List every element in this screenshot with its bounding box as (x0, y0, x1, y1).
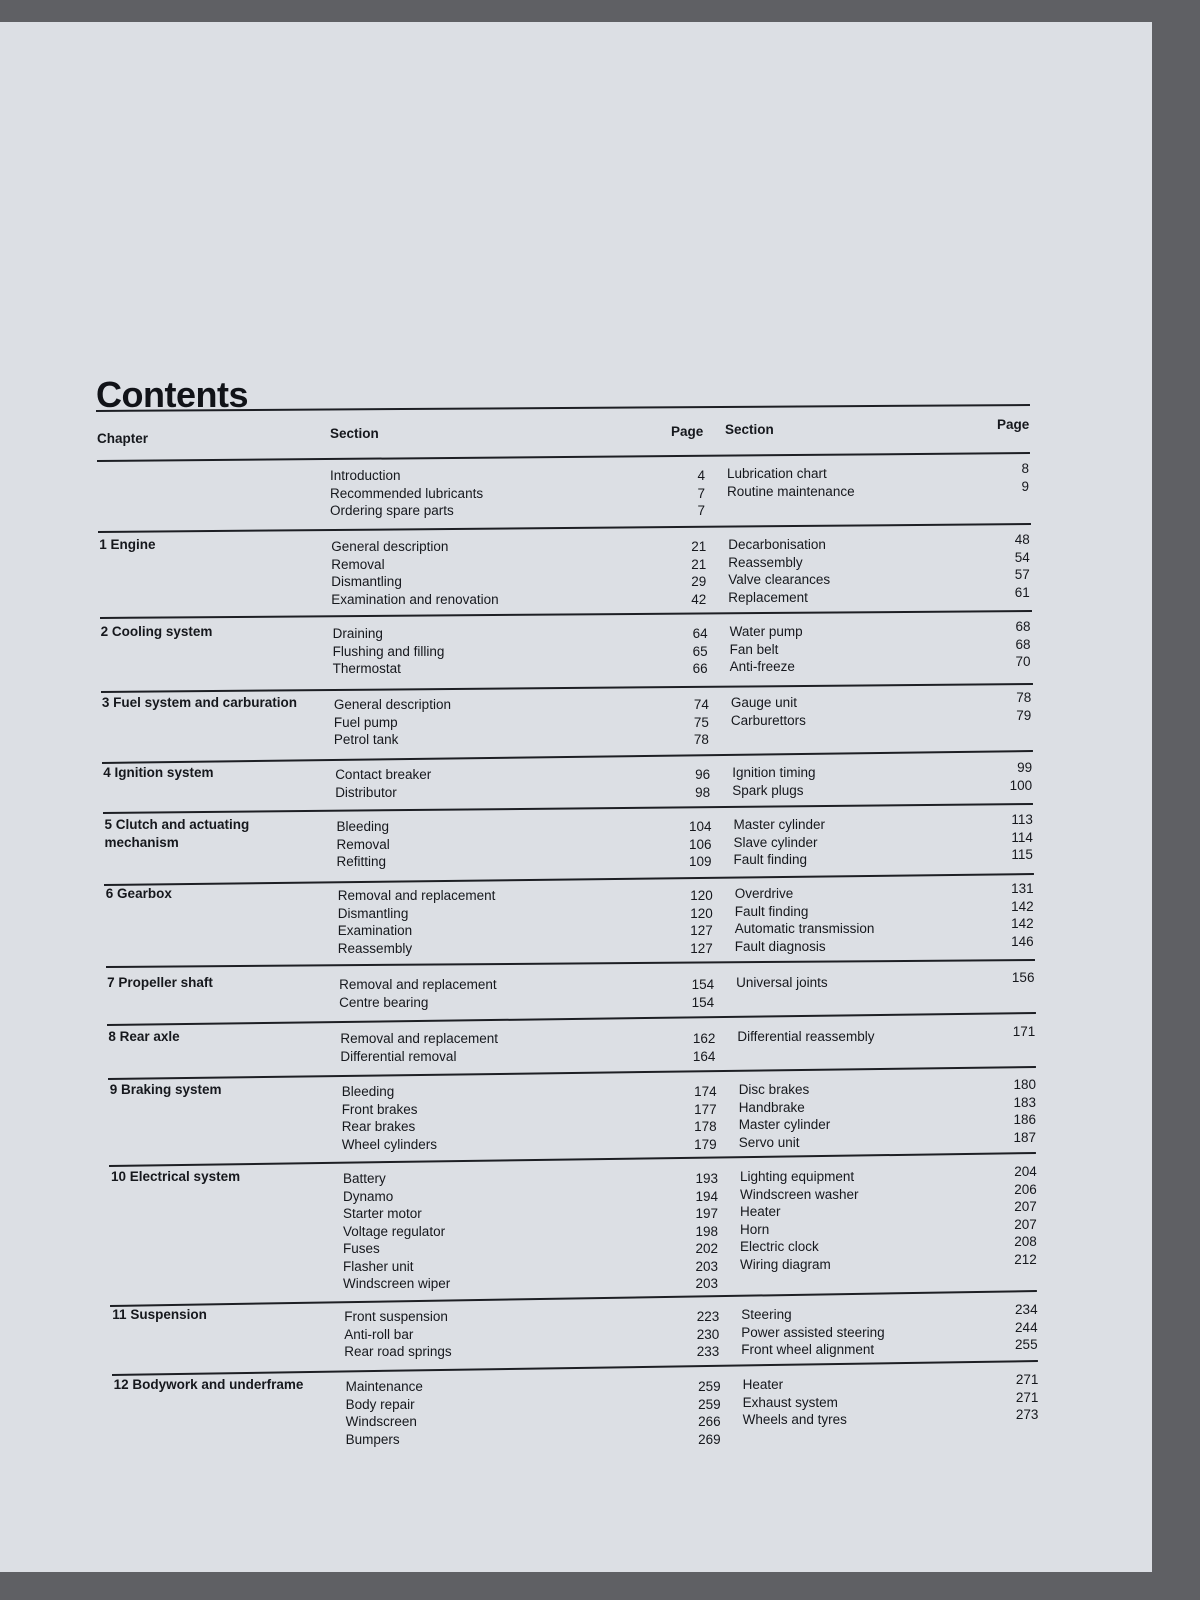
page-number: 183 (1013, 1094, 1037, 1110)
section-entry: Windscreen (345, 1414, 417, 1429)
section-entry: Removal (336, 836, 390, 852)
section-entry: Master cylinder (733, 817, 826, 832)
page-number: 61 (1014, 584, 1030, 600)
header-chapter: Chapter (97, 431, 149, 446)
section-entry: Heater (742, 1377, 784, 1392)
page-number: 204 (1014, 1164, 1037, 1179)
section-entry: Handbrake (738, 1099, 805, 1115)
section-entry: Bleeding (341, 1084, 395, 1099)
page-number: 186 (1013, 1112, 1037, 1127)
page-number: 131 (1011, 881, 1034, 896)
page-number: 115 (1011, 847, 1033, 862)
section-entry: Rear road springs (344, 1344, 452, 1359)
header-section-left: Section (330, 426, 379, 441)
section-entry: Routine maintenance (727, 483, 855, 499)
section-entry: Wheel cylinders (341, 1136, 437, 1152)
page-number: 230 (696, 1326, 720, 1342)
page-number: 42 (691, 591, 707, 607)
page-number: 79 (1016, 707, 1032, 723)
page-number: 202 (695, 1241, 718, 1256)
page-number: 9 (1021, 478, 1029, 494)
page-number: 259 (698, 1396, 721, 1412)
page-number: 207 (1014, 1216, 1037, 1232)
page-number: 74 (693, 697, 709, 712)
section-entry: Fault finding (733, 852, 808, 867)
section-entry: Flasher unit (343, 1258, 414, 1274)
chapter-title: 8 Rear axle (108, 1029, 180, 1044)
page-number: 78 (693, 732, 709, 747)
section-entry: Lubrication chart (727, 466, 827, 481)
page-number: 208 (1014, 1234, 1037, 1249)
header-page-left: Page (671, 424, 704, 439)
page-number: 212 (1014, 1251, 1037, 1267)
section-entry: Maintenance (345, 1379, 423, 1394)
page-number: 255 (1015, 1337, 1038, 1352)
section-entry: General description (331, 539, 449, 554)
section-entry: Differential removal (340, 1048, 457, 1064)
section-entry: Wiring diagram (740, 1256, 831, 1272)
chapter-title: 12 Bodywork and underframe (113, 1377, 304, 1392)
page-number: 75 (693, 714, 709, 730)
section-entry: Removal and replacement (340, 1031, 498, 1046)
page-number: 193 (695, 1171, 718, 1186)
section-entry: Exhaust system (742, 1394, 838, 1410)
section-entry: Spark plugs (732, 782, 804, 798)
page-number: 154 (691, 994, 715, 1010)
section-entry: Recommended lubricants (330, 485, 484, 501)
section-entry: Front wheel alignment (741, 1342, 875, 1357)
page-number: 98 (695, 784, 711, 800)
section-entry: Carburettors (730, 712, 806, 728)
section-entry: Fault diagnosis (734, 938, 826, 954)
page-number: 29 (691, 574, 707, 589)
book-page (0, 22, 1152, 1572)
section-entry: Decarbonisation (728, 537, 826, 552)
chapter-title: 3 Fuel system and carburation (101, 695, 297, 710)
chapter-title: 7 Propeller shaft (107, 975, 213, 990)
page-number: 187 (1013, 1129, 1037, 1145)
section-entry: General description (333, 697, 451, 712)
section-entry: Front brakes (341, 1101, 418, 1117)
page-number: 109 (688, 854, 712, 869)
page-number: 65 (692, 643, 708, 659)
page-number: 66 (692, 661, 708, 676)
chapter-title: 9 Braking system (109, 1082, 222, 1097)
page-number: 48 (1014, 532, 1030, 547)
page-number: 259 (698, 1379, 721, 1394)
page-number: 127 (690, 940, 713, 956)
page-number: 197 (695, 1206, 718, 1221)
section-entry: Examination and renovation (331, 591, 499, 607)
page-number: 178 (694, 1119, 717, 1134)
page-number: 100 (1009, 777, 1033, 793)
page-number: 244 (1015, 1319, 1038, 1335)
page-number: 127 (690, 923, 713, 938)
section-entry: Front suspension (344, 1309, 448, 1324)
page-number: 96 (695, 767, 711, 782)
page-number: 113 (1011, 812, 1033, 827)
section-entry: Petrol tank (333, 732, 399, 747)
page-number: 203 (695, 1258, 718, 1274)
page-number: 142 (1011, 898, 1034, 914)
section-entry: Draining (332, 626, 383, 641)
page-number: 223 (696, 1309, 720, 1324)
page-number: 233 (696, 1344, 720, 1359)
section-entry: Dismantling (337, 905, 409, 921)
section-entry: Voltage regulator (343, 1223, 446, 1239)
section-entry: Introduction (330, 468, 401, 483)
page-number: 54 (1014, 549, 1030, 565)
page-number: 269 (698, 1431, 721, 1447)
section-entry: Lighting equipment (740, 1169, 855, 1184)
page-number: 273 (1015, 1407, 1039, 1422)
page-number: 4 (697, 468, 705, 483)
section-entry: Rear brakes (341, 1119, 416, 1134)
page-number: 142 (1011, 916, 1034, 931)
page-number: 68 (1015, 636, 1031, 652)
page-number: 21 (691, 556, 707, 572)
page-number: 114 (1011, 829, 1033, 845)
section-entry: Bumpers (345, 1431, 400, 1447)
page-number: 206 (1014, 1181, 1037, 1197)
section-entry: Disc brakes (738, 1082, 810, 1097)
section-entry: Battery (343, 1171, 386, 1186)
page-title: Contents (96, 374, 248, 415)
page-number: 203 (695, 1276, 718, 1291)
section-entry: Ordering spare parts (330, 503, 454, 518)
page-number: 64 (692, 626, 708, 641)
page-number: 266 (698, 1414, 721, 1429)
section-entry: Universal joints (736, 975, 828, 990)
chapter-title: 2 Cooling system (100, 624, 213, 639)
page-number: 174 (694, 1084, 717, 1099)
chapter-title: 1 Engine (99, 537, 156, 552)
page-number: 78 (1016, 690, 1032, 705)
section-entry: Fuses (343, 1241, 380, 1256)
section-entry: Distributor (335, 784, 397, 800)
page-number: 271 (1015, 1372, 1039, 1387)
section-entry: Slave cylinder (733, 834, 818, 850)
section-entry: Examination (337, 923, 413, 938)
chapter-title: 10 Electrical system (111, 1169, 241, 1184)
page-number: 207 (1014, 1199, 1037, 1214)
section-entry: Heater (740, 1204, 781, 1219)
page-number: 99 (1017, 760, 1033, 775)
page-number: 104 (688, 819, 712, 834)
section-entry: Dismantling (331, 574, 402, 589)
section-entry: Windscreen washer (740, 1186, 859, 1202)
section-entry: Fuel pump (333, 714, 398, 730)
page-number: 271 (1015, 1389, 1039, 1405)
section-entry: Removal (331, 556, 385, 572)
section-entry: Starter motor (343, 1206, 422, 1221)
page-number: 7 (697, 503, 705, 518)
page-number: 68 (1015, 619, 1031, 634)
section-entry: Steering (741, 1307, 792, 1322)
section-entry: Centre bearing (339, 994, 429, 1010)
section-entry: Anti-freeze (729, 659, 795, 674)
section-entry: Gauge unit (730, 695, 797, 710)
section-entry: Overdrive (734, 886, 794, 901)
section-entry: Reassembly (728, 554, 803, 570)
section-entry: Ignition timing (732, 765, 816, 780)
section-entry: Power assisted steering (741, 1324, 885, 1340)
chapter-title: 11 Suspension (112, 1307, 207, 1322)
page-number: 198 (695, 1223, 718, 1239)
section-entry: Valve clearances (728, 572, 831, 587)
chapter-title: 6 Gearbox (105, 886, 172, 901)
chapter-title: 4 Ignition system (103, 765, 214, 780)
page-number: 106 (688, 836, 712, 852)
chapter-title: 5 Clutch and actuating mechanism (104, 817, 250, 850)
page-number: 7 (697, 485, 705, 501)
page-number: 162 (692, 1031, 716, 1046)
section-entry: Fan belt (729, 641, 779, 657)
section-entry: Wheels and tyres (742, 1412, 847, 1427)
section-entry: Electric clock (740, 1239, 819, 1254)
section-entry: Removal and replacement (337, 888, 496, 903)
section-entry: Replacement (728, 589, 808, 605)
header-page-right: Page (997, 417, 1030, 432)
section-entry: Removal and replacement (339, 977, 497, 992)
section-entry: Horn (740, 1221, 770, 1237)
page-number: 146 (1011, 933, 1034, 949)
section-entry: Water pump (729, 624, 803, 639)
section-entry: Fault finding (734, 903, 809, 919)
header-section-right: Section (725, 422, 774, 437)
section-entry: Differential reassembly (737, 1029, 875, 1044)
page-number: 154 (691, 977, 715, 992)
section-entry: Anti-roll bar (344, 1326, 414, 1342)
section-entry: Windscreen wiper (343, 1276, 451, 1291)
page-number: 177 (694, 1101, 717, 1117)
section-entry: Refitting (336, 854, 387, 869)
section-entry: Bleeding (336, 819, 390, 834)
page-number: 120 (690, 888, 713, 903)
section-entry: Thermostat (332, 661, 401, 676)
section-entry: Contact breaker (335, 767, 432, 782)
page-number: 120 (690, 905, 713, 921)
section-entry: Automatic transmission (734, 921, 875, 936)
section-entry: Body repair (345, 1396, 415, 1412)
page-number: 194 (695, 1188, 718, 1204)
page-number: 21 (691, 539, 707, 554)
page-number: 57 (1014, 567, 1030, 582)
section-entry: Dynamo (343, 1188, 394, 1204)
page-number: 164 (692, 1048, 716, 1064)
page-number: 70 (1015, 654, 1031, 669)
page-number: 8 (1021, 461, 1029, 476)
page-number: 179 (694, 1136, 717, 1152)
section-entry: Reassembly (337, 940, 413, 956)
page-number: 234 (1015, 1302, 1038, 1317)
section-entry: Servo unit (738, 1134, 800, 1150)
page-number: 171 (1012, 1024, 1036, 1039)
section-entry: Master cylinder (738, 1117, 831, 1132)
page-number: 156 (1011, 970, 1035, 985)
section-entry: Flushing and filling (332, 643, 445, 659)
page-number: 180 (1013, 1077, 1037, 1092)
